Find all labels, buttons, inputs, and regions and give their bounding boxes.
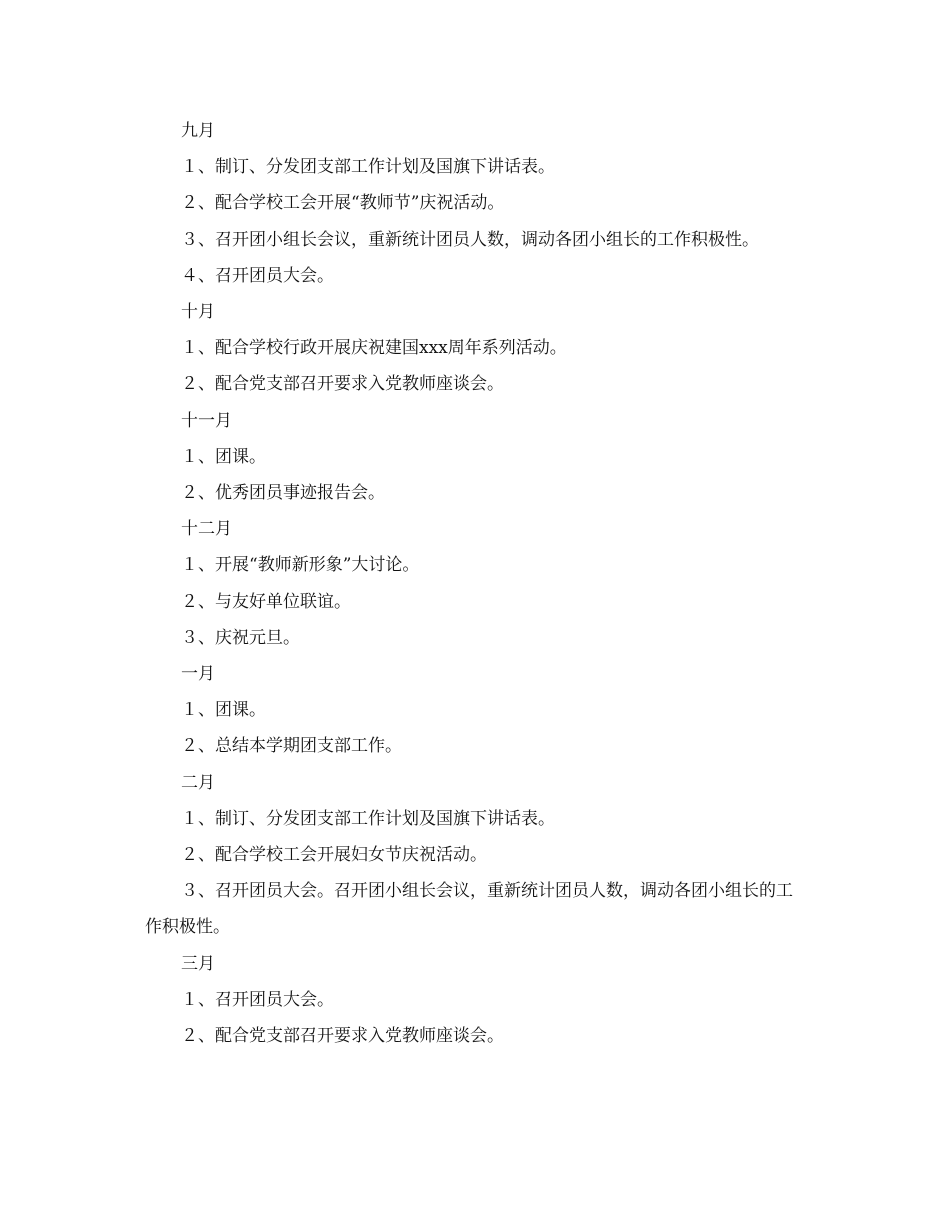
- list-item: ２、配合党支部召开要求入党教师座谈会。: [181, 374, 504, 395]
- list-item: ２、总结本学期团支部工作。: [181, 736, 402, 757]
- list-item: １、制订、分发团支部工作计划及国旗下讲话表。: [181, 157, 555, 178]
- month-heading: 十月: [181, 302, 215, 323]
- list-item: １、开展“教师新形象”大讨论。: [181, 555, 420, 576]
- list-item: ３、召开团小组长会议，重新统计团员人数，调动各团小组长的工作积极性。: [181, 229, 759, 250]
- list-item: １、制订、分发团支部工作计划及国旗下讲话表。: [181, 808, 555, 829]
- month-heading: 三月: [181, 953, 215, 974]
- month-heading: 二月: [181, 772, 215, 793]
- month-heading: 十一月: [181, 410, 232, 431]
- list-item: ２、配合党支部召开要求入党教师座谈会。: [181, 1026, 504, 1047]
- list-item: １、团课。: [181, 446, 266, 467]
- list-item: ４、召开团员大会。: [181, 265, 334, 286]
- month-heading: 一月: [181, 664, 215, 685]
- list-item: ２、优秀团员事迹报告会。: [181, 483, 385, 504]
- list-item: ３、召开团员大会。召开团小组长会议，重新统计团员人数，调动各团小组长的工作积极性。: [145, 881, 793, 938]
- list-item: ２、配合学校工会开展妇女节庆祝活动。: [181, 845, 487, 866]
- list-item: ２、与友好单位联谊。: [181, 591, 351, 612]
- list-item: ２、配合学校工会开展“教师节”庆祝活动。: [181, 193, 505, 214]
- list-item: １、召开团员大会。: [181, 989, 334, 1010]
- document-body: [145, 113, 805, 1054]
- month-heading: 十二月: [181, 519, 232, 540]
- list-item: １、配合学校行政开展庆祝建国xxx周年系列活动。: [181, 338, 567, 359]
- list-item: １、团课。: [181, 700, 266, 721]
- list-item: ３、庆祝元旦。: [181, 627, 300, 648]
- month-heading: 九月: [181, 121, 215, 141]
